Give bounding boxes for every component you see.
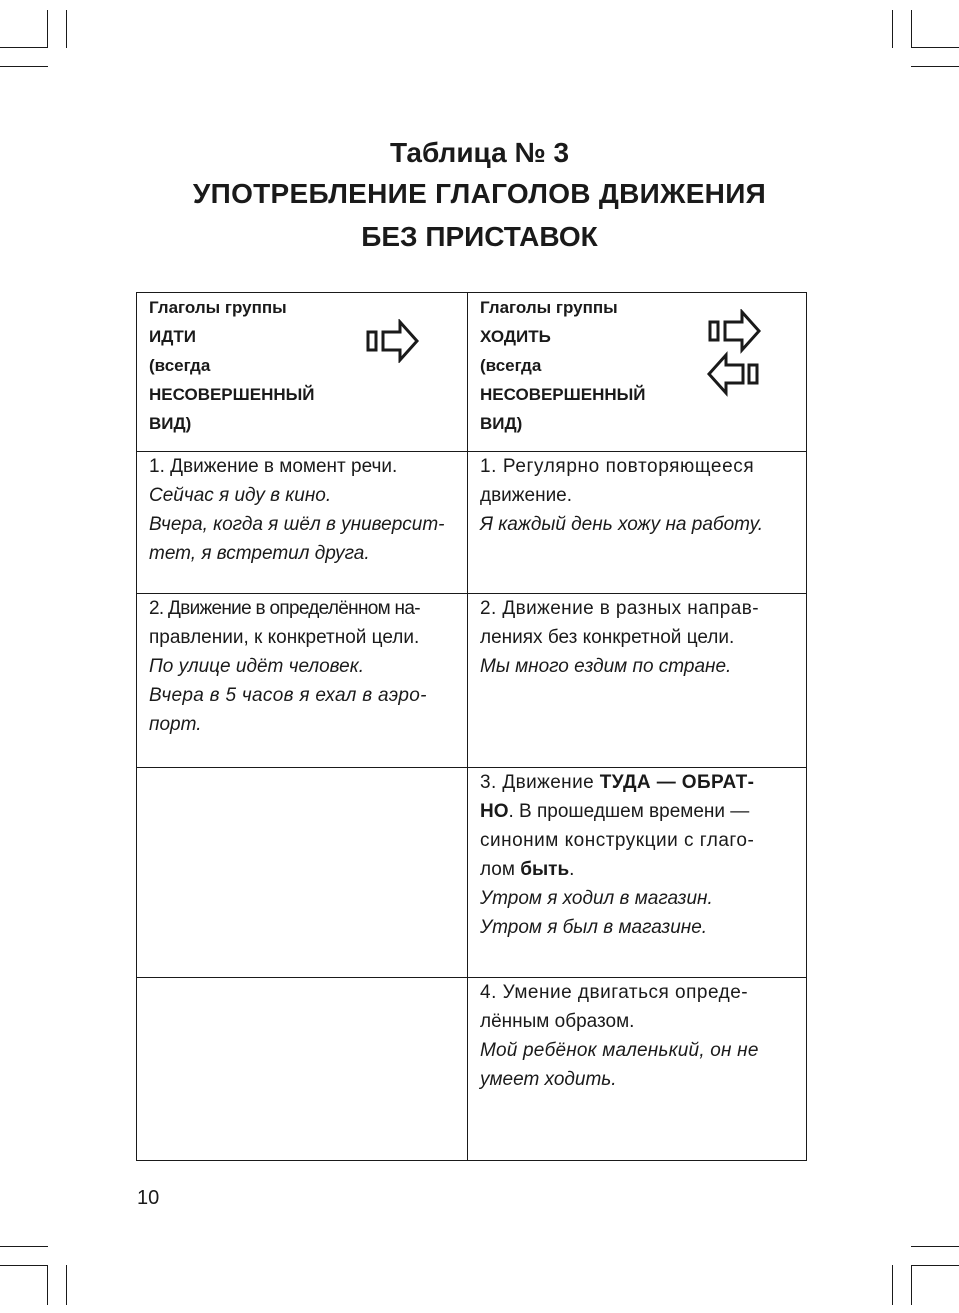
usage-description: синоним конструкции с глаго-: [480, 830, 755, 851]
usage-example: Сейчас я иду в кино.: [149, 485, 332, 506]
crop-mark: [911, 1265, 912, 1305]
usage-description: движение.: [480, 485, 573, 506]
table-row: [137, 978, 807, 1161]
header-label: НЕСОВЕРШЕННЫЙ: [149, 385, 315, 404]
usage-description: лениях без конкретной цели.: [480, 627, 735, 648]
table-cell: [137, 452, 468, 594]
usage-example: Я каждый день хожу на работу.: [480, 514, 764, 535]
table-cell: [137, 594, 468, 768]
verbs-of-motion-table: [136, 292, 807, 1161]
usage-example: Утром я ходил в магазин.: [480, 888, 713, 909]
header-label: Глаголы группы: [149, 298, 287, 317]
crop-mark: [911, 47, 959, 48]
usage-example: порт.: [149, 714, 202, 735]
header-label: НЕСОВЕРШЕННЫЙ: [480, 385, 646, 404]
crop-mark: [0, 1246, 48, 1247]
table-cell: [468, 978, 807, 1161]
empty-cell: [137, 978, 468, 1161]
crop-mark: [0, 66, 48, 67]
header-idti-cell: [137, 293, 468, 452]
page-number: 10: [137, 1187, 160, 1209]
crop-mark: [911, 10, 912, 48]
header-label: (всегда: [480, 356, 542, 375]
usage-description: лённым образом.: [480, 1011, 635, 1032]
table-header-row: [137, 293, 807, 452]
crop-mark: [0, 1265, 48, 1266]
usage-description: 1. Регулярно повторяющееся: [480, 456, 755, 477]
header-verb-group: ХОДИТЬ: [480, 327, 551, 346]
usage-example: Мы много ездим по стране.: [480, 656, 732, 677]
crop-mark: [892, 1265, 893, 1305]
usage-example: Утром я был в магазине.: [480, 917, 708, 938]
usage-description: 1. Движение в момент речи.: [149, 456, 398, 477]
crop-mark: [911, 1246, 959, 1247]
crop-mark: [47, 1265, 48, 1305]
usage-example: умеет ходить.: [480, 1069, 617, 1090]
table-row: [137, 768, 807, 978]
usage-example: Вчера в 5 часов я ехал в аэро-: [149, 685, 427, 706]
one-way-arrow-icon: [365, 319, 421, 363]
usage-example: Мой ребёнок маленький, он не: [480, 1040, 759, 1061]
usage-description: 2. Движение в определённом на-: [149, 598, 420, 619]
crop-mark: [0, 47, 48, 48]
usage-example: тет, я встретил друга.: [149, 543, 370, 564]
usage-description: 4. Умение двигаться опреде-: [480, 982, 749, 1003]
crop-mark: [911, 66, 959, 67]
crop-mark: [911, 1265, 959, 1266]
usage-keyword: быть: [520, 859, 570, 880]
table-number-title: Таблица № 3: [389, 137, 570, 168]
crop-mark: [66, 1265, 67, 1305]
usage-example: Вчера, когда я шёл в университ-: [149, 514, 445, 535]
usage-text: лом: [480, 859, 521, 880]
crop-mark: [47, 10, 48, 48]
usage-description: [480, 768, 794, 797]
usage-keyword: НО: [480, 801, 509, 822]
table-heading-line1: УПОТРЕБЛЕНИЕ ГЛАГОЛОВ ДВИЖЕНИЯ: [192, 178, 767, 209]
usage-description: [480, 797, 794, 826]
table-cell: [468, 768, 807, 978]
usage-example: По улице идёт человек.: [149, 656, 365, 677]
header-verb-group: ИДТИ: [149, 327, 196, 346]
usage-description: [480, 855, 794, 884]
usage-description: правлении, к конкретной цели.: [149, 627, 420, 648]
usage-description: 2. Движение в разных направ-: [480, 598, 759, 619]
header-khodit-cell: [468, 293, 807, 452]
empty-cell: [137, 768, 468, 978]
table-cell: [468, 594, 807, 768]
table-row: [137, 594, 807, 768]
header-label: Глаголы группы: [480, 298, 618, 317]
two-way-arrows-icon: [702, 309, 766, 397]
table-cell: [468, 452, 807, 594]
usage-text: 3. Движение: [480, 772, 600, 793]
header-label: (всегда: [149, 356, 211, 375]
usage-text: . В прошедшем времени —: [508, 801, 750, 822]
table-row: [137, 452, 807, 594]
usage-text: .: [569, 859, 575, 880]
table-heading-line2: БЕЗ ПРИСТАВОК: [361, 221, 598, 252]
header-label: ВИД): [149, 414, 192, 433]
header-label: ВИД): [480, 414, 523, 433]
crop-mark: [66, 10, 67, 48]
usage-keyword: ТУДА — ОБРАТ-: [599, 772, 755, 793]
crop-mark: [892, 10, 893, 48]
